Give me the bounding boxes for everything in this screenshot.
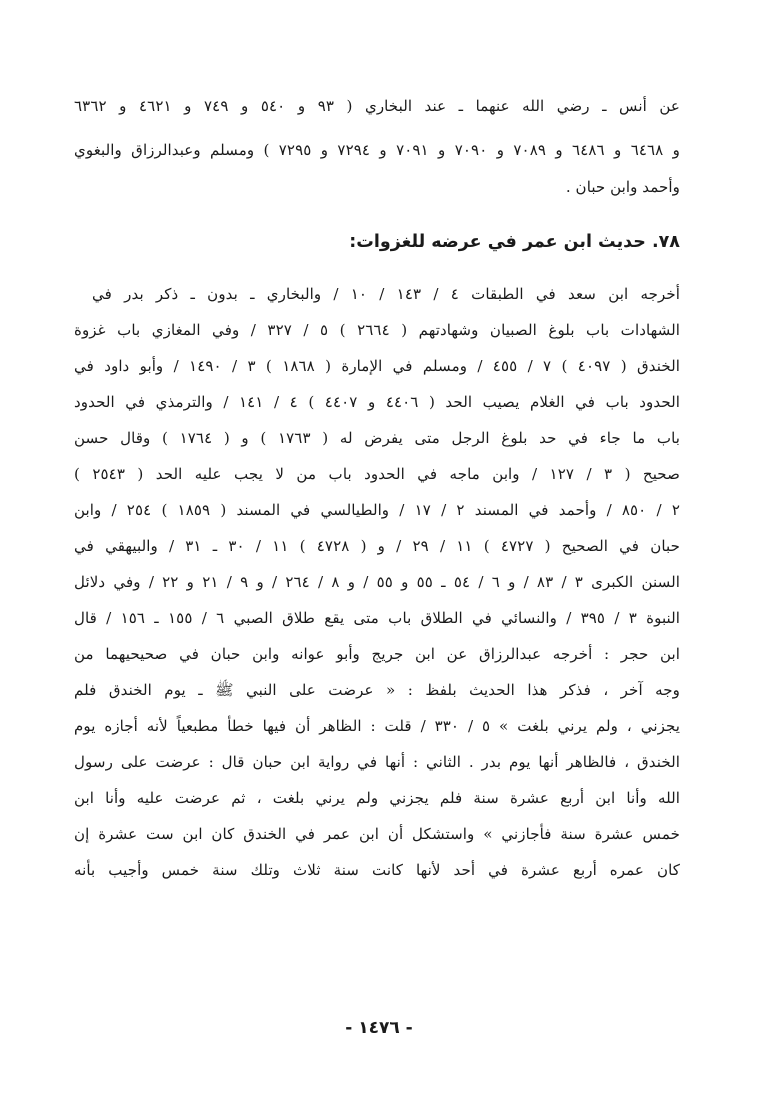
- page-number: - ١٤٧٦ -: [345, 1018, 413, 1038]
- paragraph-2-line-2: الشهادات باب بلوغ الصبيان وشهادتهم ( ٢٦٦٤ ) ٥ / ٣٢٧ / وفي المغازي باب غزوة: [74, 321, 680, 339]
- paragraph-2-line-3: الخندق ( ٤٠٩٧ ) ٧ / ٤٥٥ / ومسلم في الإمارة ( ١٨٦٨ ) ٣ / ١٤٩٠ / وأبو داود في: [74, 357, 680, 375]
- paragraph-2-line-7: ٢ / ٨٥٠ / وأحمد في المسند ٢ / ١٧ / والطيالسي في المسند ( ١٨٥٩ ) ٢٥٤ / وابن: [74, 501, 680, 519]
- paragraph-2-line-9: السنن الكبرى ٣ / ٨٣ / و ٦ / ٥٤ ـ ٥٥ و ٥٥ / و ٨ / ٢٦٤ / و ٩ / ٢١ و ٢٢ / وفي دلائل: [74, 573, 680, 591]
- paragraph-2-line-15: الله وأنا ابن أربع عشرة سنة فلم يجزني ولم يرني بلغت ، ثم عرضت عليه وأنا ابن: [74, 789, 680, 807]
- paragraph-2-line-12: وجه آخر ، فذكر هذا الحديث بلفظ : « عرضت على النبي ﷺ ـ يوم الخندق فلم: [74, 681, 680, 699]
- paragraph-2-line-8: حبان في الصحيح ( ٤٧٢٧ ) ١١ / ٢٩ / و ( ٤٧٢٨ ) ١١ / ٣٠ ـ ٣١ / والبيهقي في: [74, 537, 680, 555]
- paragraph-2-line-6: صحيح ( ٣ / ١٢٧ / وابن ماجه في الحدود باب من لا يجب عليه الحد ( ٢٥٤٣ ): [74, 465, 680, 483]
- paragraph-2-line-14: الخندق ، فالظاهر أنها يوم بدر . الثاني : أنها في رواية ابن حبان قال : عرضت على رسول: [74, 753, 680, 771]
- paragraph-2-line-11: ابن حجر : أخرجه عبدالرزاق عن ابن جريج وأبو عوانه وابن حبان في صحيحيهما من: [74, 645, 680, 663]
- paragraph-2-line-4: الحدود باب في الغلام يصيب الحد ( ٤٤٠٦ و ٤٤٠٧ ) ٤ / ١٤١ / والترمذي في الحدود: [74, 393, 680, 411]
- paragraph-2-line-13: يجزني ، ولم يرني بلغت » ٥ / ٣٣٠ / قلت : الظاهر أن فيها خطأ مطبعياً لأنه أجازه يوم: [74, 717, 680, 735]
- paragraph-2-line-16: خمس عشرة سنة فأجازني » واستشكل أن ابن عمر في الخندق كان ابن ست عشرة إن: [74, 825, 680, 843]
- paragraph-2-line-5: باب ما جاء في حد بلوغ الرجل متى يفرض له ( ١٧٦٣ ) و ( ١٧٦٤ ) وقال حسن: [74, 429, 680, 447]
- paragraph-2-line-10: النبوة ٣ / ٣٩٥ / والنسائي في الطلاق باب متى يقع طلاق الصبي ٦ / ١٥٥ ـ ١٥٦ / قال: [74, 609, 680, 627]
- section-heading: ٧٨. حديث ابن عمر في عرضه للغزوات:: [349, 232, 680, 252]
- paragraph-2-line-1: أخرجه ابن سعد في الطبقات ٤ / ١٤٣ / ١٠ / والبخاري ـ بدون ـ ذكر بدر في: [92, 285, 680, 303]
- paragraph-2-line-17: كان عمره أربع عشرة في أحد لأنها كانت سنة ثلاث وتلك سنة خمس وأجيب بأنه: [74, 861, 680, 879]
- paragraph-1-line-3: وأحمد وابن حبان .: [565, 178, 680, 196]
- paragraph-1-line-1: عن أنس ـ رضي الله عنهما ـ عند البخاري ( ٩٣ و ٥٤٠ و ٧٤٩ و ٤٦٢١ و ٦٣٦٢: [74, 97, 680, 115]
- paragraph-1-line-2: و ٦٤٦٨ و ٦٤٨٦ و ٧٠٨٩ و ٧٠٩٠ و ٧٠٩١ و ٧٢٩٤ و ٧٢٩٥ ) ومسلم وعبدالرزاق والبغوي: [74, 141, 680, 159]
